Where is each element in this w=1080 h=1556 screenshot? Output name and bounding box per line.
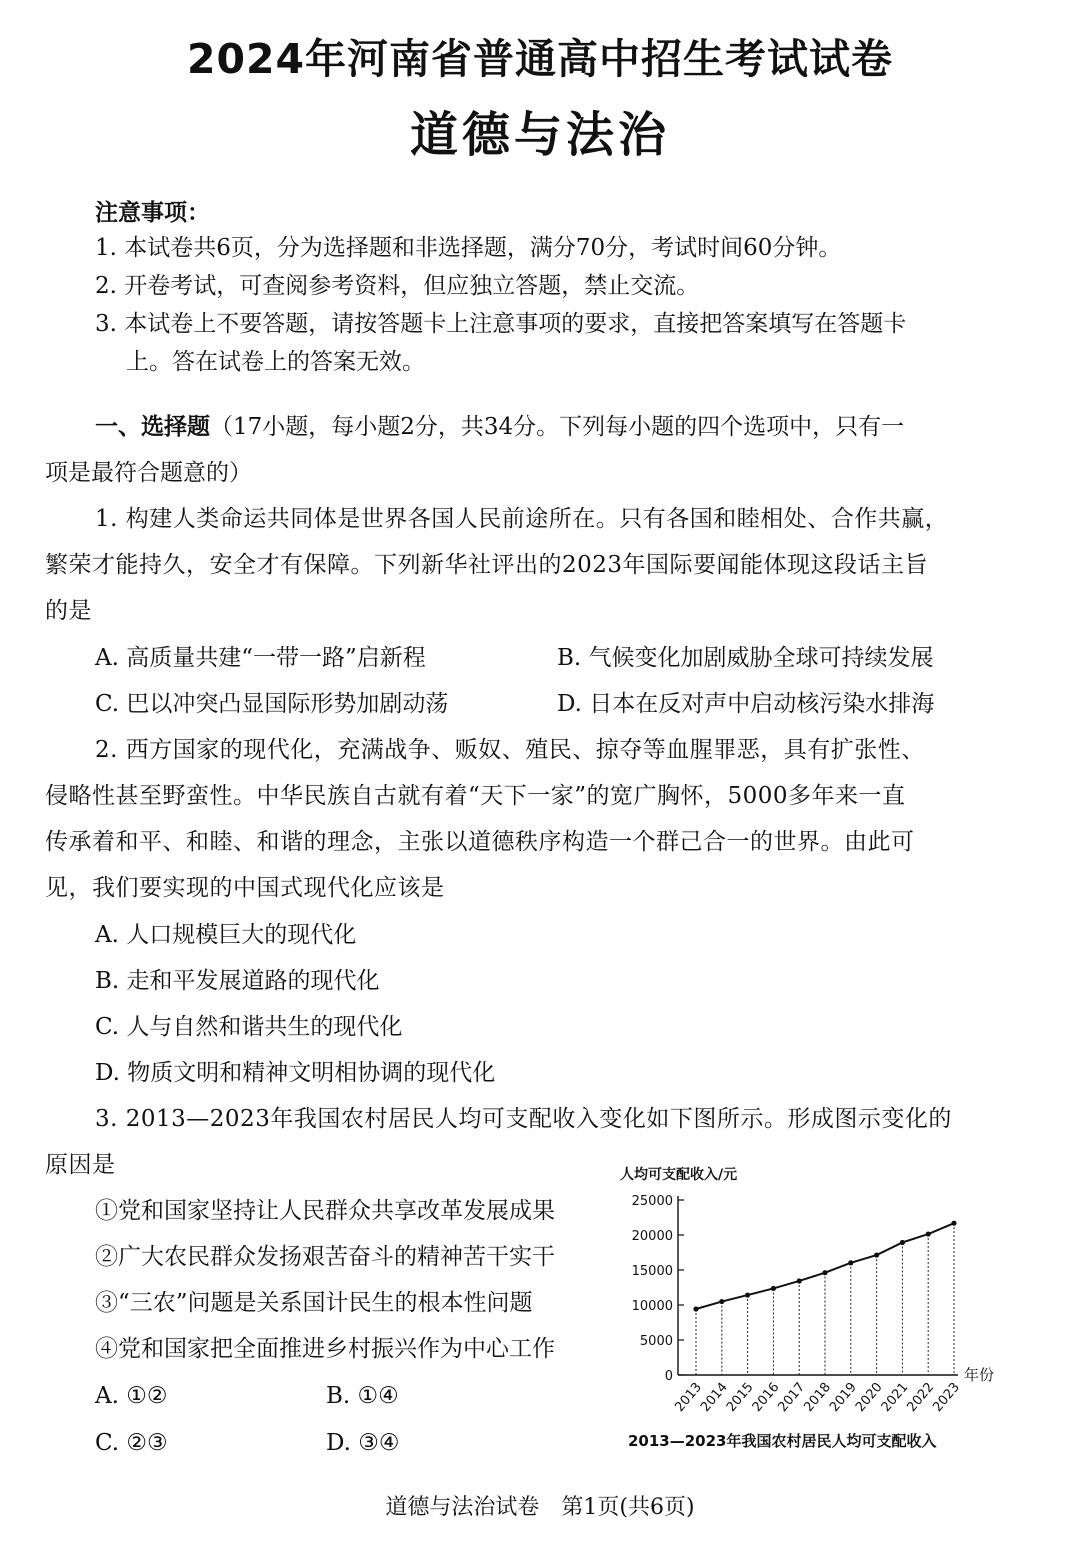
q1-line: 1. 构建人类命运共同体是世界各国人民前途所在。只有各国和睦相处、合作共赢， [95, 506, 949, 532]
chart-ylabel: 人均可支配收入/元 [620, 1167, 738, 1183]
chart-x-tick-label: 2023 [930, 1379, 964, 1415]
q3-statement: ③“三农”问题是关系国计民生的根本性问题 [95, 1290, 533, 1316]
q3-option-b: B. ①④ [326, 1383, 399, 1409]
notice-item: 2. 开卷考试，可查阅参考资料，但应独立答题，禁止交流。 [95, 273, 700, 299]
chart-point [848, 1260, 853, 1265]
chart-x-tick-label: 2016 [749, 1379, 783, 1415]
section-heading: 一、选择题 [95, 414, 210, 440]
chart-x-tick-label: 2017 [775, 1379, 809, 1415]
chart-y-tick-label: 10000 [631, 1299, 673, 1314]
income-line-chart [618, 1158, 1038, 1458]
subject-title: 道德与法治 [409, 107, 670, 163]
chart-point [797, 1278, 802, 1283]
chart-point [951, 1221, 956, 1226]
q2-line: 2. 西方国家的现代化，充满战争、贩奴、殖民、掠夺等血腥罪恶，具有扩张性、 [95, 737, 925, 763]
q3-statement: ①党和国家坚持让人民群众共享改革发展成果 [95, 1198, 555, 1224]
notice-heading: 注意事项： [95, 200, 210, 226]
chart-point [926, 1231, 931, 1236]
q3-option-d: D. ③④ [326, 1430, 400, 1456]
chart-y-tick-label: 20000 [631, 1229, 673, 1244]
q3-option-c: C. ②③ [95, 1430, 168, 1456]
notice-item: 3. 本试卷上不要答题，请按答题卡上注意事项的要求，直接把答案填写在答题卡 [95, 311, 907, 337]
chart-y-tick-label: 0 [664, 1369, 673, 1384]
chart-point [900, 1240, 905, 1245]
q3-statement: ④党和国家把全面推进乡村振兴作为中心工作 [95, 1336, 555, 1362]
q1-option-d: D. 日本在反对声中启动核污染水排海 [557, 691, 935, 717]
q1-option-c: C. 巴以冲突凸显国际形势加剧动荡 [95, 691, 449, 717]
q3-line: 3. 2013—2023年我国农村居民人均可支配收入变化如下图所示。形成图示变化的 [95, 1106, 952, 1132]
q1-line: 的是 [45, 598, 92, 624]
chart-point [822, 1270, 827, 1275]
q2-line: 见，我们要实现的中国式现代化应该是 [45, 875, 445, 901]
q3-line: 原因是 [45, 1152, 116, 1178]
chart-point [719, 1299, 724, 1304]
chart-point [693, 1306, 698, 1311]
chart-title: 2013—2023年我国农村居民人均可支配收入 [628, 1432, 937, 1450]
notice-item: 1. 本试卷共6页，分为选择题和非选择题，满分70分，考试时间60分钟。 [95, 235, 842, 261]
section-heading-line [95, 412, 904, 442]
notice-item: 上。答在试卷上的答案无效。 [126, 349, 425, 375]
chart-point [771, 1286, 776, 1291]
q2-line: 传承着和平、和睦、和谐的理念，主张以道德秩序构造一个群己合一的世界。由此可 [45, 829, 915, 855]
chart-x-tick-label: 2019 [827, 1379, 860, 1415]
chart-x-tick-label: 2015 [723, 1379, 757, 1415]
q2-option-d: D. 物质文明和精神文明相协调的现代化 [95, 1060, 496, 1086]
exam-title: 2024年河南省普通高中招生考试试卷 [186, 35, 894, 83]
section-desc: （17小题，每小题2分，共34分。下列每小题的四个选项中，只有一 [210, 414, 905, 440]
chart-point [745, 1292, 750, 1297]
chart-point [874, 1252, 879, 1257]
q2-option-c: C. 人与自然和谐共生的现代化 [95, 1014, 403, 1040]
q1-line: 繁荣才能持久，安全才有保障。下列新华社评出的2023年国际要闻能体现这段话主旨 [45, 552, 929, 578]
chart-x-tick-label: 2018 [801, 1379, 835, 1415]
chart-x-tick-label: 2021 [878, 1379, 912, 1415]
q1-option-b: B. 气候变化加剧威胁全球可持续发展 [557, 645, 934, 671]
chart-y-tick-label: 25000 [631, 1194, 673, 1209]
q2-option-b: B. 走和平发展道路的现代化 [95, 968, 380, 994]
chart-series-line [696, 1223, 954, 1309]
page-footer: 道德与法治试卷 第1页(共6页) [385, 1495, 695, 1520]
q2-option-a: A. 人口规模巨大的现代化 [95, 922, 357, 948]
chart-x-tick-label: 2022 [904, 1379, 938, 1415]
q2-line: 侵略性甚至野蛮性。中华民族自古就有着“天下一家”的宽广胸怀，5000多年来一直 [45, 783, 906, 809]
chart-x-tick-label: 2020 [852, 1379, 886, 1415]
chart-x-tick-label: 2013 [672, 1379, 706, 1415]
q1-option-a: A. 高质量共建“一带一路”启新程 [95, 645, 426, 671]
chart-y-tick-label: 15000 [631, 1264, 673, 1279]
section-desc-cont: 项是最符合题意的） [45, 460, 252, 486]
chart-x-tick-label: 2014 [698, 1379, 731, 1415]
chart-xlabel: 年份 [964, 1366, 995, 1384]
q3-statement: ②广大农民群众发扬艰苦奋斗的精神苦干实干 [95, 1244, 555, 1270]
q3-option-a: A. ①② [95, 1383, 168, 1409]
chart-y-tick-label: 5000 [639, 1334, 673, 1349]
